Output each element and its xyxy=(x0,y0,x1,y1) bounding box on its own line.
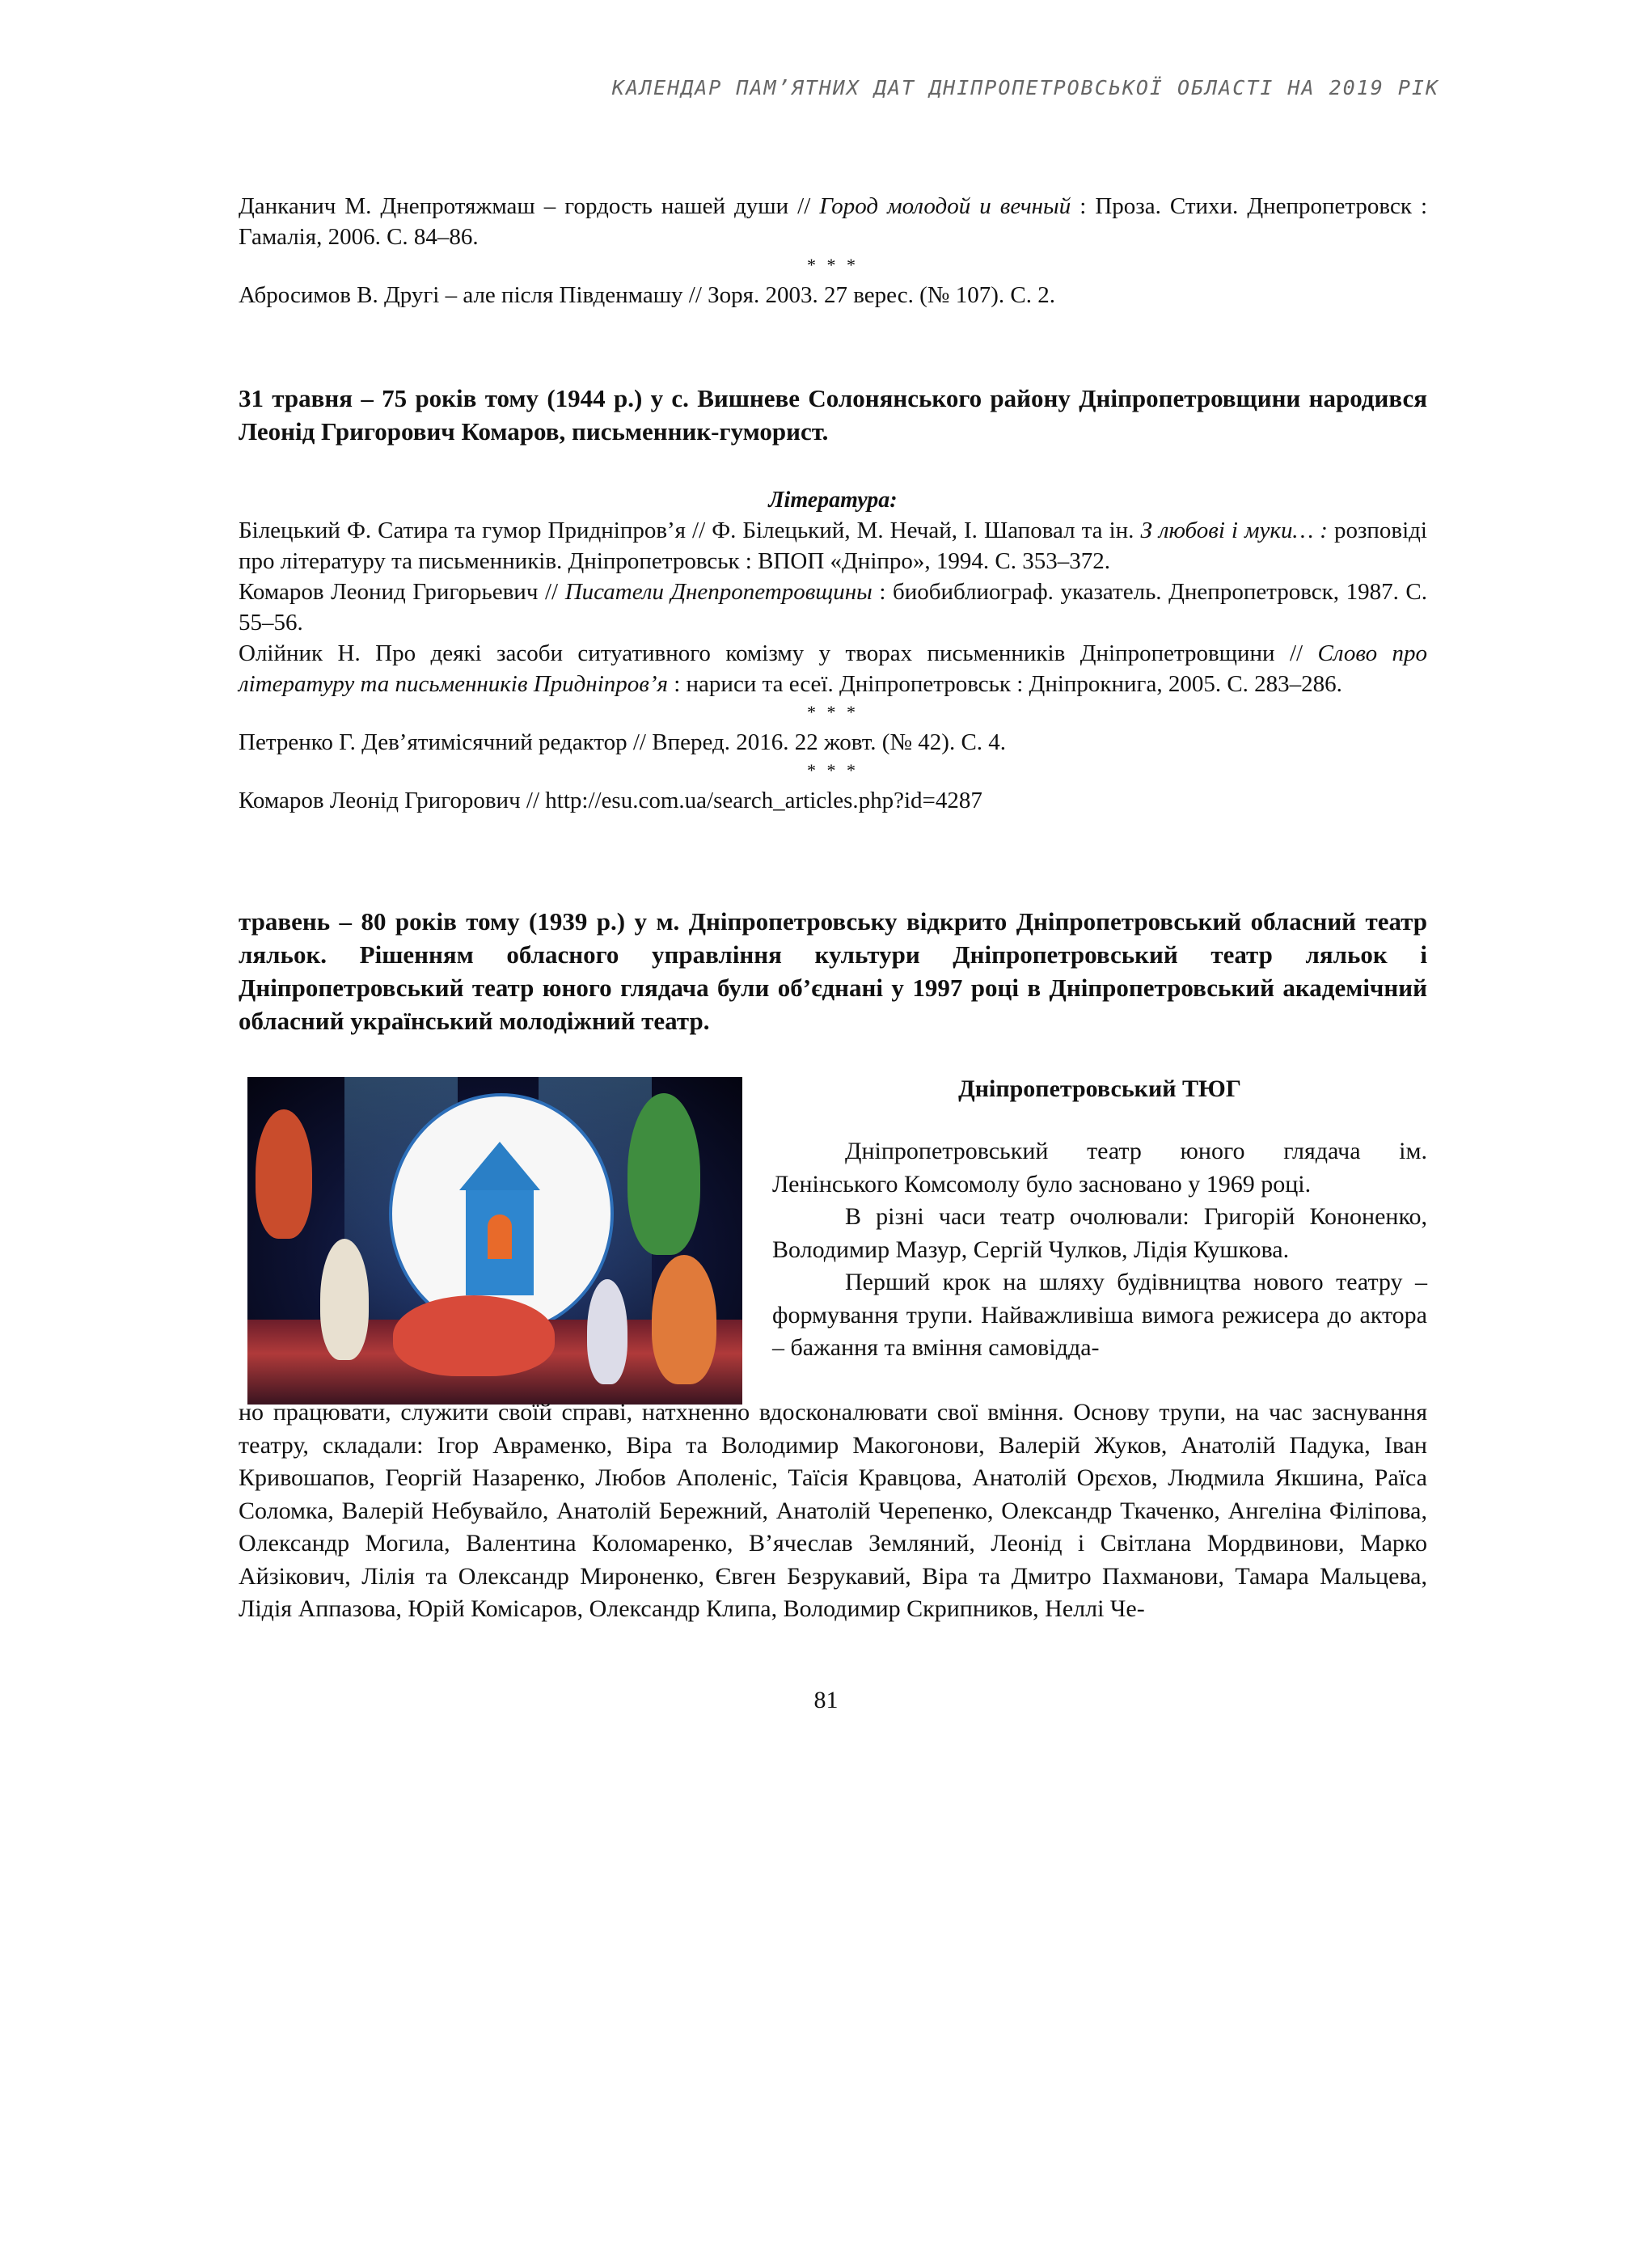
literature-item: Білецький Ф. Сатира та гумор Придніпров’я // Ф. Білецький, М. Нечай, І. Шаповал та ін. З любові і муки… : розповіді про літературу та письменників. Дніпропетровськ : ВПОП «Дніпро», 1994. С. 353–372. xyxy=(239,517,1427,574)
article-paragraph: Перший крок на шляху будівництва нового театру – формування трупи. Найважливіша вимога режисера до актора – бажання та вміння самовідда- xyxy=(772,1269,1427,1361)
emblem-tower-roof xyxy=(459,1142,540,1190)
reference-item: Данканич М. Днепротяжмаш – гордость нашей души // Город молодой и вечный : Проза. Стихи. Днепропетровск : Гамалія, 2006. С. 84–86. xyxy=(239,193,1428,250)
literature-section xyxy=(239,486,1427,816)
actors-group xyxy=(393,1295,555,1376)
event-puppet-theatre xyxy=(239,905,1427,1037)
article-paragraph: Дніпропетровський театр юного глядача ім. Ленінського Комсомолу було засновано у 1969 році. xyxy=(772,1138,1427,1198)
separator-stars: * * * xyxy=(807,760,859,780)
page-number: 81 xyxy=(813,1687,839,1713)
reference-item: Абросимов В. Другі – але після Південмашу // Зоря. 2003. 27 верес. (№ 107). С. 2. xyxy=(239,282,1055,308)
puppet-figure xyxy=(256,1109,312,1239)
literature-heading: Література: xyxy=(768,488,898,513)
separator-stars: * * * xyxy=(807,255,859,275)
emblem-window xyxy=(488,1214,512,1259)
event-heading: травень – 80 років тому (1939 р.) у м. Дніпропетровську відкрито Дніпропетровський обласний театр ляльок. Рішенням обласного управління культури Дніпропетровський театр ляльок і Дніпропетровський театр юного глядача були об’єднані у 1997 році в Дніпропетровський академічний обласний український молодіжний театр. xyxy=(239,907,1427,1035)
separator-stars: * * * xyxy=(807,702,859,722)
stage-prop xyxy=(587,1279,627,1384)
article-right-column xyxy=(772,1135,1427,1365)
theatre-photo xyxy=(247,1077,742,1405)
puppet-figure xyxy=(652,1255,716,1384)
literature-item: Комаров Леонід Григорович // http://esu.com.ua/search_articles.php?id=4287 xyxy=(239,788,982,813)
top-references xyxy=(239,191,1427,310)
event-komarov xyxy=(239,382,1427,448)
article-paragraph: В різні часи театр очолювали: Григорій Кононенко, Володимир Мазур, Сергій Чулков, Лідія Кушкова. xyxy=(772,1203,1427,1263)
literature-item: Комаров Леонид Григорьевич // Писатели Днепропетровщины : биобиблиограф. указатель. Днепропетровск, 1987. С. 55–56. xyxy=(239,579,1428,636)
article-title: Дніпропетровський ТЮГ xyxy=(958,1075,1241,1102)
puppet-figure xyxy=(320,1239,369,1360)
article-full-width xyxy=(239,1396,1427,1626)
literature-item: Олійник Н. Про деякі засоби ситуативного комізму у творах письменників Дніпропетровщини // Слово про літературу та письменників Придніпров’я : нариси та есеї. Дніпропетровськ : Дніпрокнига, 2005. С. 283–286. xyxy=(239,640,1427,697)
event-heading: 31 травня – 75 років тому (1944 р.) у с. Вишневе Солонянського району Дніпропетровщини народився Леонід Григорович Комаров, письменник-гуморист. xyxy=(239,384,1427,446)
literature-item: Петренко Г. Дев’ятимісячний редактор // Вперед. 2016. 22 жовт. (№ 42). С. 4. xyxy=(239,729,1007,755)
running-header: КАЛЕНДАР ПАМ’ЯТНИХ ДАТ ДНІПРОПЕТРОВСЬКОЇ ОБЛАСТІ НА 2019 РІК xyxy=(611,76,1439,99)
article-paragraph: но працювати, служити своїй справі, натхненно вдосконалювати свої вміння. Основу трупи, на час заснування театру, складали: Ігор Авраменко, Віра та Володимир Макогонови, Валерій Жуков, Анатолій Падука, Іван Кривошапов, Георгій Назаренко, Любов Аполеніс, Таїсія Кравцова, Анатолій Орєхов, Людмила Якшина, Раїса Соломка, Валерій Небувайло, Анатолій Бережний, Анатолій Черепенко, Олександр Ткаченко, Ангеліна Філіпова, Олександр Могила, Валентина Коломаренко, В’ячеслав Земляний, Леонід і Світлана Мордвинови, Марко Айзікович, Лілія та Олександр Мироненко, Євген Безрукавий, Віра та Дмитро Пахманови, Тамара Мальцева, Лідія Аппазова, Юрій Комісаров, Олександр Клипа, Володимир Скрипников, Неллі Че- xyxy=(239,1399,1427,1622)
puppet-figure xyxy=(627,1093,700,1255)
